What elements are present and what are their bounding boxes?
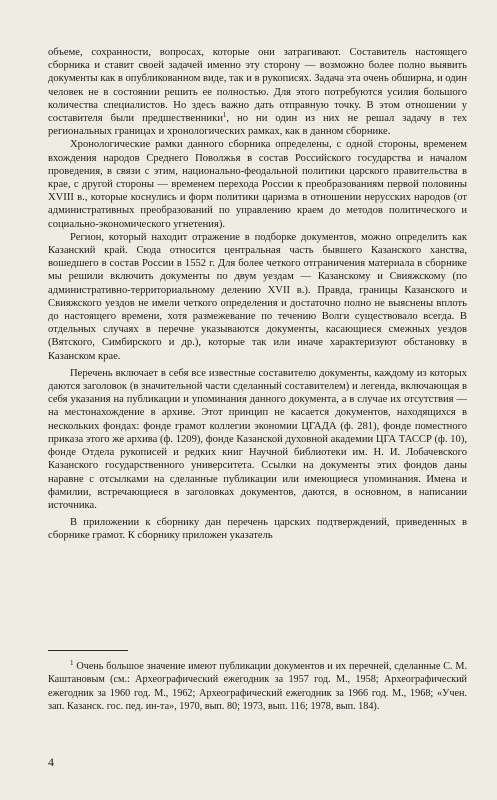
paragraph-2: Хронологические рамки данного сборника определены, с одной стороны, временем вхождения народов Среднего Поволжья в состав Российского государства и началом проведения, в связи с этим, национально-феодальной политики царского правительства в крае, с другой стороны — временем перехода России к преобразованиям первой половины XVIII в., которые коснулись и форм политики царизма в отношении нерусских народов (от административных преобразований по управлению краем до методов политического и социально-экономического угнетения). — [48, 139, 467, 230]
paragraph-1-tail: , но ни один из них не решал задачу в тех региональных границах и хронологических рамках, как в данном сборнике. — [48, 113, 467, 138]
body-text — [48, 46, 467, 543]
footnote-marker: 1 — [70, 659, 74, 667]
footnote-reference: 1 — [222, 111, 227, 120]
paragraph-1 — [48, 46, 467, 138]
footnote-text: Очень большое значение имеют публикации документов и их перечней, сделанные С. М. Каштановым (см.: Археографический ежегодник за 1957 год. М., 1958; Археографический ежегодник за 1960 год. М., 1962; Археографический ежегодник за 1966 год. М., 1968; «Учен. зап. Казанск. гос. пед. ин-та», 1970, вып. 80; 1973, вып. 116; 1978, вып. 184). — [48, 661, 467, 712]
paragraph-1-text: объеме, сохранности, вопросах, которые они затрагивают. Составитель настоящего сборника и ставит своей задачей именно эту сторону — возможно более полно выявить документы как в опубликованном виде, так и в рукописях. Задача эта очень обширна, и один человек не в состоянии решить ее полностью. Для этого потребуются усилия большого количества специалистов. Но здесь важно дать отправную точку. В этом отношении у составителя были предшественники — [48, 47, 467, 125]
paragraph-3: Регион, который находит отражение в подборке документов, можно определить как Казанский край. Сюда относится центральная часть бывшего Казанского ханства, вошедшего в состав России в 1552 г. Для более четкого отграничения материала в сборнике мы решили включить документы по двум уездам — Казанскому и Свияжскому (по административно-территориальному делению XVII в.). Правда, границы Казанского и Свияжского уездов не имели четкого определения и достаточно полно не выяснены вплоть до настоящего времени, хотя размежевание по течению Волги существовало всегда. В отдельных случаях в перечне указываются документы, касающиеся смежных уездов (Вятского, Симбирского и др.), которые так или иначе характеризуют обстановку в Казанском крае. — [48, 231, 467, 362]
paragraph-5: В приложении к сборнику дан перечень царских подтверждений, приведенных в сборнике грамот. К сборнику приложен указатель — [48, 517, 467, 542]
page-number: 4 — [48, 755, 54, 769]
paragraph-4: Перечень включает в себя все известные составителю документы, каждому из которых даются заголовок (в значительной части сделанный составителем) и легенда, включающая в себя указания на публикации и упоминания данного документа, а в случае их отсутствия — на местонахождение в архиве. Этот принцип не касается документов, находящихся в нескольких фондах: фонде грамот коллегии экономии ЦГАДА (ф. 281), фонде поместного приказа этого же архива (ф. 1209), фонде Казанской духовной академии ЦГА ТАССР (ф. 10), фонде Отдела рукописей и редких книг Научной библиотеки им. Н. И. Лобачевского Казанского государственного университета. Ссылки на документы этих фондов даны наравне с отсылками на сделанные публикации или имеющиеся упоминания. Имена и фамилии, встречающиеся в заголовках документов, даются, в основном, в написании источника. — [48, 367, 467, 511]
footnote-divider — [48, 650, 128, 651]
footnote — [48, 660, 467, 713]
